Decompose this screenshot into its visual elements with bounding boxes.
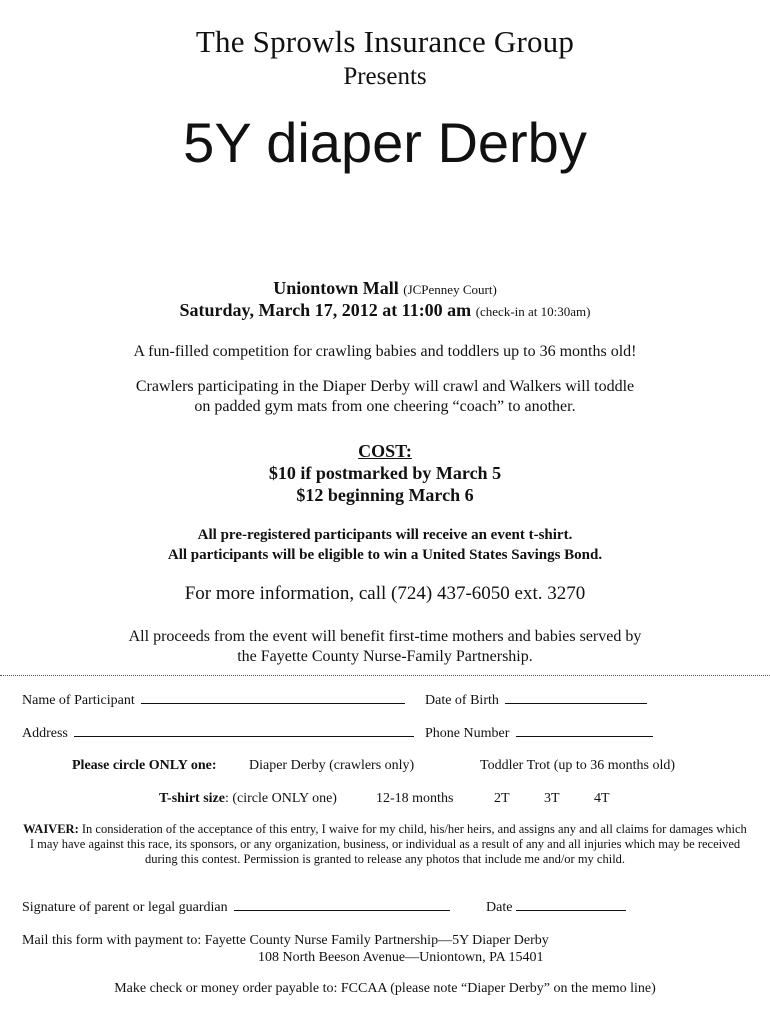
mail-line-1: Mail this form with payment to: Fayette County Nurse Family Partnership—5Y Diaper Derby [22,933,549,948]
address-field[interactable] [74,725,414,737]
proceeds-line-1: All proceeds from the event will benefit first-time mothers and babies served by [128,628,642,645]
cost-line-1: $10 if postmarked by March 5 [268,463,502,483]
presents-text: Presents [343,63,427,90]
perk-bond: All participants will be eligible to win a United States Savings Bond. [167,547,603,563]
phone-row [425,725,653,742]
description-2-line-1: Crawlers participating in the Diaper Derby will crawl and Walkers will toddle [135,378,635,395]
waiver-body: In consideration of the acceptance of this entry, I waive for my child, his/her heirs, and assigns any and all claims for damages which I may have against this race, its sponsors, or any organization, business, or individual as a result of any and all injuries which may be received during this contest. Permission is granted to release any photos that include me and/or my child. [29,822,747,866]
event-title: 5Y diaper Derby [183,111,587,174]
phone-field[interactable] [516,725,653,737]
address-label: Address [22,726,68,741]
dob-label: Date of Birth [425,693,499,708]
location-note: (JCPenney Court) [403,282,497,297]
perks-section [0,525,770,565]
mail-line-2: 108 North Beeson Avenue—Uniontown, PA 15401 [258,950,544,965]
event-datetime [0,300,770,321]
signature-row [22,899,450,916]
dob-field[interactable] [505,692,647,704]
description-2 [0,377,770,417]
circle-one-label: Please circle ONLY one: [72,758,217,773]
cost-line-2: $12 beginning March 6 [296,485,474,505]
tshirt-note: : (circle ONLY one) [224,791,337,806]
proceeds-line-2: the Fayette County Nurse-Family Partnership. [237,648,533,665]
participant-name-row [22,692,405,709]
address-row [22,725,414,742]
date-row [486,899,626,916]
date-field[interactable] [516,899,626,911]
location-name: Uniontown Mall [273,278,399,298]
waiver-text [20,822,750,867]
signature-field[interactable] [234,899,450,911]
description-1: A fun-filled competition for crawling babies and toddlers up to 36 months old! [133,343,637,360]
check-payable-note: Make check or money order payable to: FCCAA (please note “Diaper Derby” on the memo line) [114,981,656,996]
date-label: Date [486,900,513,915]
proceeds-note [0,627,770,667]
name-label: Name of Participant [22,693,135,708]
size-option-4t[interactable]: 4T [594,791,610,806]
size-option-12-18[interactable]: 12-18 months [376,791,454,806]
option-toddler-trot[interactable]: Toddler Trot (up to 36 months old) [480,758,676,773]
size-option-2t[interactable]: 2T [494,791,510,806]
cost-section [0,440,770,506]
signature-label: Signature of parent or legal guardian [22,900,228,915]
size-option-3t[interactable]: 3T [544,791,560,806]
cut-line-divider [0,675,770,676]
option-diaper-derby[interactable]: Diaper Derby (crawlers only) [249,758,415,773]
perk-tshirt: All pre-registered participants will receive an event t-shirt. [197,527,573,543]
waiver-label: WAIVER: [23,822,79,836]
event-location [0,278,770,299]
mailing-instructions [22,932,752,966]
organization-name: The Sprowls Insurance Group [195,24,575,59]
description-2-line-2: on padded gym mats from one cheering “coach” to another. [194,398,576,415]
tshirt-size-label [159,791,337,807]
cost-heading: COST: [358,441,412,461]
name-field[interactable] [141,692,405,704]
contact-info: For more information, call (724) 437-6050 ext. 3270 [184,583,586,604]
dob-row [425,692,647,709]
phone-label: Phone Number [425,726,510,741]
tshirt-label: T-shirt size [159,791,225,806]
datetime-text: Saturday, March 17, 2012 at 11:00 am [179,300,472,320]
checkin-note: (check-in at 10:30am) [475,304,591,319]
